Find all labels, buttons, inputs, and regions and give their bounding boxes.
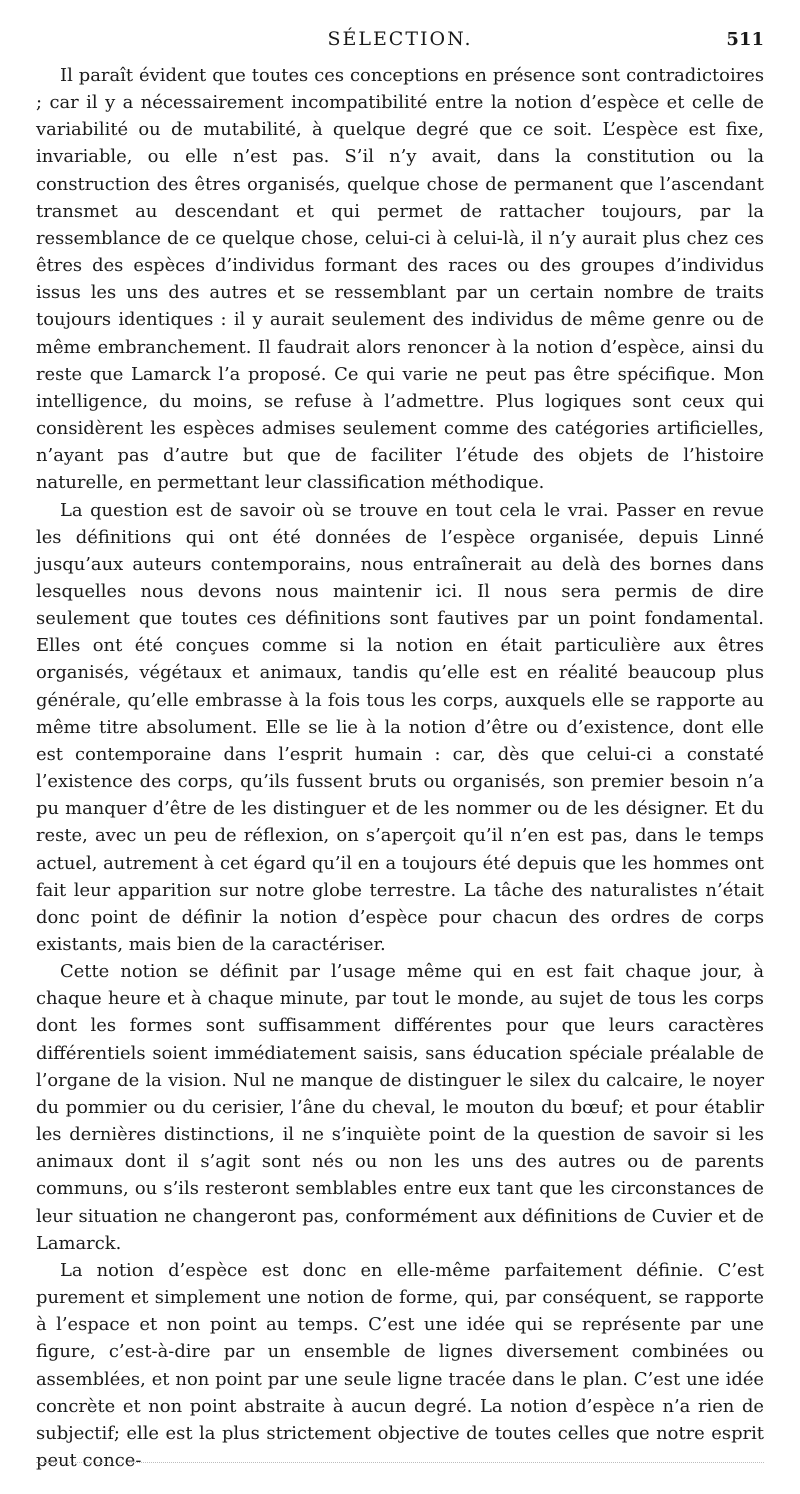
paragraph: Cette notion se définit par l’usage même qui en est fait chaque jour, à chaque heure et à chaque minute, par tout le monde, au sujet de tous les corps dont les formes sont suffisamment différentes pour que leurs caractères différentiels soient immédiatement saisis, sans éducation spéciale préalable de l’organe de la vision. Nul ne manque de distinguer le silex du calcaire, le noyer du pommier ou du cerisier, l’âne du cheval, le mouton du bœuf; et pour établir les dernières distinctions, il ne s’inquiète point de la question de savoir si les animaux dont il s’agit sont nés ou non les uns des autres ou de parents communs, ou s’ils resteront semblables entre eux tant que les circonstances de leur situation ne changeront pas, conformément aux définitions de Cuvier et de Lamarck. [36, 961, 764, 1254]
page-number: 511 [726, 29, 764, 50]
footer-dotted-rule [36, 1462, 764, 1463]
paragraph: Il paraît évident que toutes ces conceptions en présence sont contradictoires ; car il y a nécessairement incompatibilité entre la notion d’espèce et celle de variabilité ou de mutabilité, à quelque degré que ce soit. L’espèce est fixe, invariable, ou elle n’est pas. S’il n’y avait, dans la constitution ou la construction des êtres organisés, quelque chose de permanent que l’ascendant transmet au descendant et qui permet de rattacher toujours, par la ressemblance de ce quelque chose, celui-ci à celui-là, il n’y aurait plus chez ces êtres des espèces d’individus formant des races ou des groupes d’individus issus les uns des autres et se ressemblant par un certain nombre de traits toujours identiques : il y aurait seulement des individus de même genre ou de même embranchement. Il faudrait alors renoncer à la notion d’espèce, ainsi du reste que Lamarck l’a proposé. Ce qui varie ne peut pas être spécifique. Mon intelligence, du moins, se refuse à l’admettre. Plus logiques sont ceux qui considèrent les espèces admises seulement comme des catégories artificielles, n’ayant pas d’autre but que de faciliter l’étude des objets de l’histoire naturelle, en permettant leur classification méthodique. [36, 65, 764, 494]
paragraph: La notion d’espèce est donc en elle-même parfaitement définie. C’est purement et simplement une notion de forme, qui, par conséquent, se rapporte à l’espace et non point au temps. C’est une idée qui se représente par une figure, c’est-à-dire par un ensemble de lignes diversement combinées ou assemblées, et non point par une seule ligne tracée dans le plan. C’est une idée concrète et non point abstraite à aucun degré. La notion d’espèce n’a rien de subjectif; elle est la plus strictement objective de toutes celles que notre esprit peut conce- [36, 1259, 764, 1471]
paragraph: La question est de savoir où se trouve en tout cela le vrai. Passer en revue les définitions qui ont été données de l’espèce organisée, depuis Linné jusqu’aux auteurs contemporains, nous entraînerait au delà des bornes dans lesquelles nous devons nous maintenir ici. Il nous sera permis de dire seulement que toutes ces définitions sont fautives par un point fondamental. Elles ont été conçues comme si la notion en était particulière aux êtres organisés, végétaux et animaux, tandis qu’elle est en réalité beaucoup plus générale, qu’elle embrasse à la fois tous les corps, auxquels elle se rapporte au même titre absolument. Elle se lie à la notion d’être ou d’existence, dont elle est contemporaine dans l’esprit humain : car, dès que celui-ci a constaté l’existence des corps, qu’ils fussent bruts ou organisés, son premier besoin n’a pu manquer d’être de les distinguer et de les nommer ou de les désigner. Et du reste, avec un peu de réflexion, on s’aperçoit qu’il n’en est pas, dans le temps actuel, autrement à cet égard qu’il en a toujours été depuis que les hommes ont fait leur apparition sur notre globe terrestre. La tâche des naturalistes n’était donc point de définir la notion d’espèce pour chacun des ordres de corps existants, mais bien de la caractériser. [36, 499, 764, 955]
running-title: SÉLECTION. [327, 28, 473, 50]
running-head [0, 28, 800, 58]
page-body [36, 62, 764, 1474]
